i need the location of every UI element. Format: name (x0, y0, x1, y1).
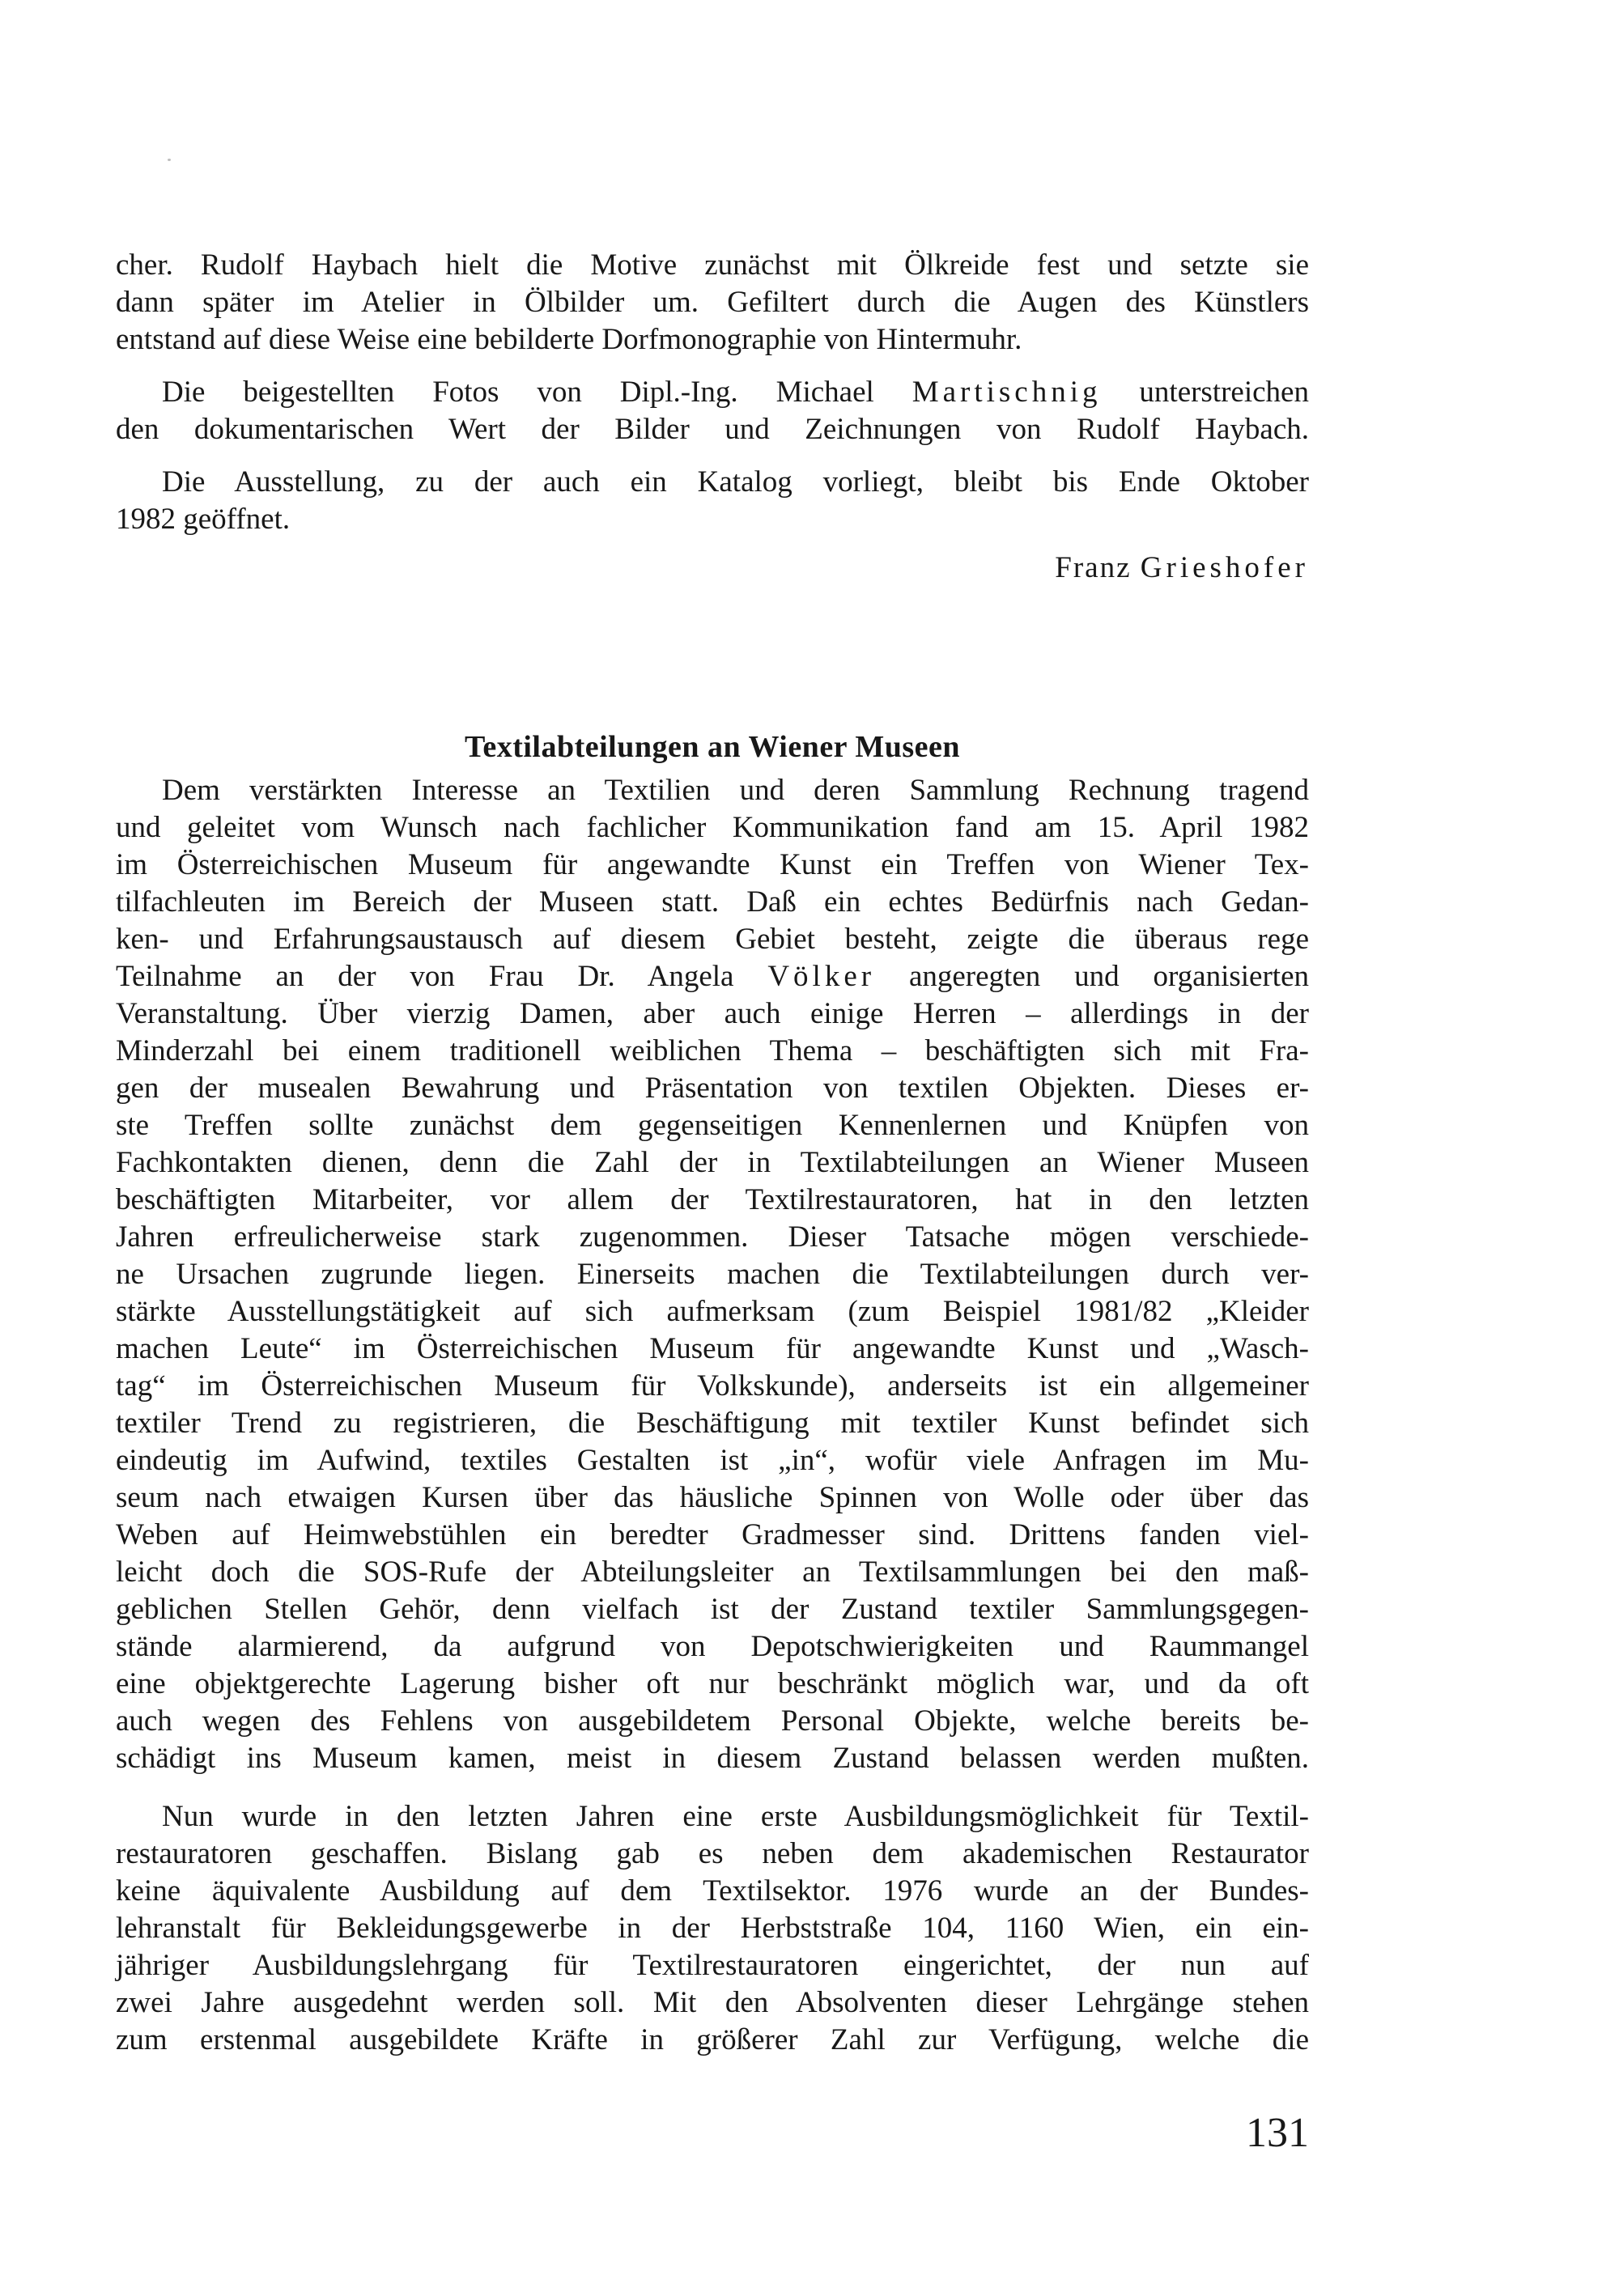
text-line: 1982 geöffnet. (116, 503, 291, 536)
text-line: ne Ursachen zugrunde liegen. Einerseits machen die Textilabteilungen durch ver- (116, 1258, 1309, 1291)
text-line: Nun wurde in den letzten Jahren eine erste Ausbildungsmöglichkeit für Textil- (162, 1800, 1309, 1833)
text-line: ste Treffen sollte zunächst dem gegenseitigen Kennenlernen und Knüpfen von (116, 1109, 1309, 1142)
text-line: zum erstenmal ausgebildete Kräfte in größerer Zahl zur Verfügung, welche die (116, 2023, 1309, 2056)
text-line: Fachkontakten dienen, denn die Zahl der in Textilabteilungen an Wiener Museen (116, 1146, 1309, 1179)
text-line: schädigt ins Museum kamen, meist in diesem Zustand belassen werden mußten. (116, 1742, 1309, 1775)
text-line: tilfachleuten im Bereich der Museen statt. Daß ein echtes Bedürfnis nach Gedan- (116, 885, 1309, 919)
text-line: Weben auf Heimwebstühlen ein beredter Gradmesser sind. Drittens fanden viel- (116, 1518, 1309, 1551)
text-line: textiler Trend zu registrieren, die Beschäftigung mit textiler Kunst befindet sich (116, 1407, 1309, 1440)
text-line: restauratoren geschaffen. Bislang gab es neben dem akademischen Restaurator (116, 1837, 1309, 1870)
text-line: stärkte Ausstellungstätigkeit auf sich aufmerksam (zum Beispiel 1981/82 „Kleider (116, 1295, 1309, 1328)
text-column (116, 247, 1309, 2059)
text-line: beschäftigten Mitarbeiter, vor allem der Textilrestauratoren, hat in den letzten (116, 1183, 1309, 1216)
text-line: Jahren erfreulicherweise stark zugenommen. Dieser Tatsache mögen verschiede- (116, 1220, 1309, 1254)
text-line: gen der musealen Bewahrung und Präsentation von textilen Objekten. Dieses er- (116, 1072, 1309, 1105)
text-line: den dokumentarischen Wert der Bilder und Zeichnungen von Rudolf Haybach. (116, 413, 1309, 446)
text-line: leicht doch die SOS-Rufe der Abteilungsleiter an Textilsammlungen bei den maß- (116, 1555, 1309, 1589)
text-line: zwei Jahre ausgedehnt werden soll. Mit den Absolventen dieser Lehrgänge stehen (116, 1986, 1309, 2019)
text-line: lehranstalt für Bekleidungsgewerbe in der Herbststraße 104, 1160 Wien, ein ein- (116, 1912, 1309, 1945)
paragraph (116, 1798, 1309, 2059)
text-line: stände alarmierend, da aufgrund von Depotschwierigkeiten und Raummangel (116, 1630, 1309, 1663)
text-line: ken- und Erfahrungsaustausch auf diesem Gebiet besteht, zeigte die überaus rege (116, 923, 1309, 956)
letterspaced-name: Grieshofer (1140, 551, 1309, 584)
text-line: Minderzahl bei einem traditionell weiblichen Thema – beschäftigten sich mit Fra- (116, 1034, 1309, 1067)
text-line: geblichen Stellen Gehör, denn vielfach ist der Zustand textiler Sammlungsgegen- (116, 1593, 1309, 1626)
text-line: Die Ausstellung, zu der auch ein Katalog vorliegt, bleibt bis Ende Oktober (162, 465, 1309, 499)
paragraph (116, 247, 1309, 359)
text-line: Die beigestellten Fotos von Dipl.-Ing. Michael Martischnig unterstreichen (162, 376, 1309, 409)
scan-artifact-dot (168, 159, 171, 161)
text-line: im Österreichischen Museum für angewandte Kunst ein Treffen von Wiener Tex- (116, 848, 1309, 881)
author-signature: Franz Grieshofer (1055, 551, 1309, 584)
text-line: tag“ im Österreichischen Museum für Volkskunde), anderseits ist ein allgemeiner (116, 1369, 1309, 1403)
paragraph (116, 374, 1309, 448)
text-line: Teilnahme an der von Frau Dr. Angela Völker angeregten und organisierten (116, 960, 1309, 993)
article-title: Textilabteilungen an Wiener Museen (464, 730, 961, 764)
text-line: machen Leute“ im Österreichischen Museum für angewandte Kunst und „Wasch- (116, 1332, 1309, 1365)
text-line: entstand auf diese Weise eine bebilderte Dorfmonographie von Hintermuhr. (116, 323, 1022, 356)
text-line: eine objektgerechte Lagerung bisher oft nur beschränkt möglich war, und da oft (116, 1667, 1309, 1700)
text-line: auch wegen des Fehlens von ausgebildetem Personal Objekte, welche bereits be- (116, 1704, 1309, 1738)
letterspaced-name: Völker (767, 960, 876, 993)
text-line: keine äquivalente Ausbildung auf dem Textilsektor. 1976 wurde an der Bundes- (116, 1874, 1309, 1908)
text-line: Dem verstärkten Interesse an Textilien und deren Sammlung Rechnung tragend (162, 774, 1309, 807)
letterspaced-name: Martischnig (911, 376, 1102, 409)
page-number: 131 (1246, 2110, 1309, 2156)
text-line: seum nach etwaigen Kursen über das häusliche Spinnen von Wolle oder über das (116, 1481, 1309, 1514)
paragraph (116, 464, 1309, 538)
text-line: Veranstaltung. Über vierzig Damen, aber auch einige Herren – allerdings in der (116, 997, 1309, 1030)
text-line: cher. Rudolf Haybach hielt die Motive zunächst mit Ölkreide fest und setzte sie (116, 248, 1309, 282)
text-line: jähriger Ausbildungslehrgang für Textilrestauratoren eingerichtet, der nun auf (116, 1949, 1309, 1982)
text-line: dann später im Atelier in Ölbilder um. Gefiltert durch die Augen des Künstlers (116, 286, 1309, 319)
paragraph (116, 772, 1309, 1777)
text-line: und geleitet vom Wunsch nach fachlicher Kommunikation fand am 15. April 1982 (116, 811, 1309, 844)
text-line: eindeutig im Aufwind, textiles Gestalten ist „in“, wofür viele Anfragen im Mu- (116, 1444, 1309, 1477)
